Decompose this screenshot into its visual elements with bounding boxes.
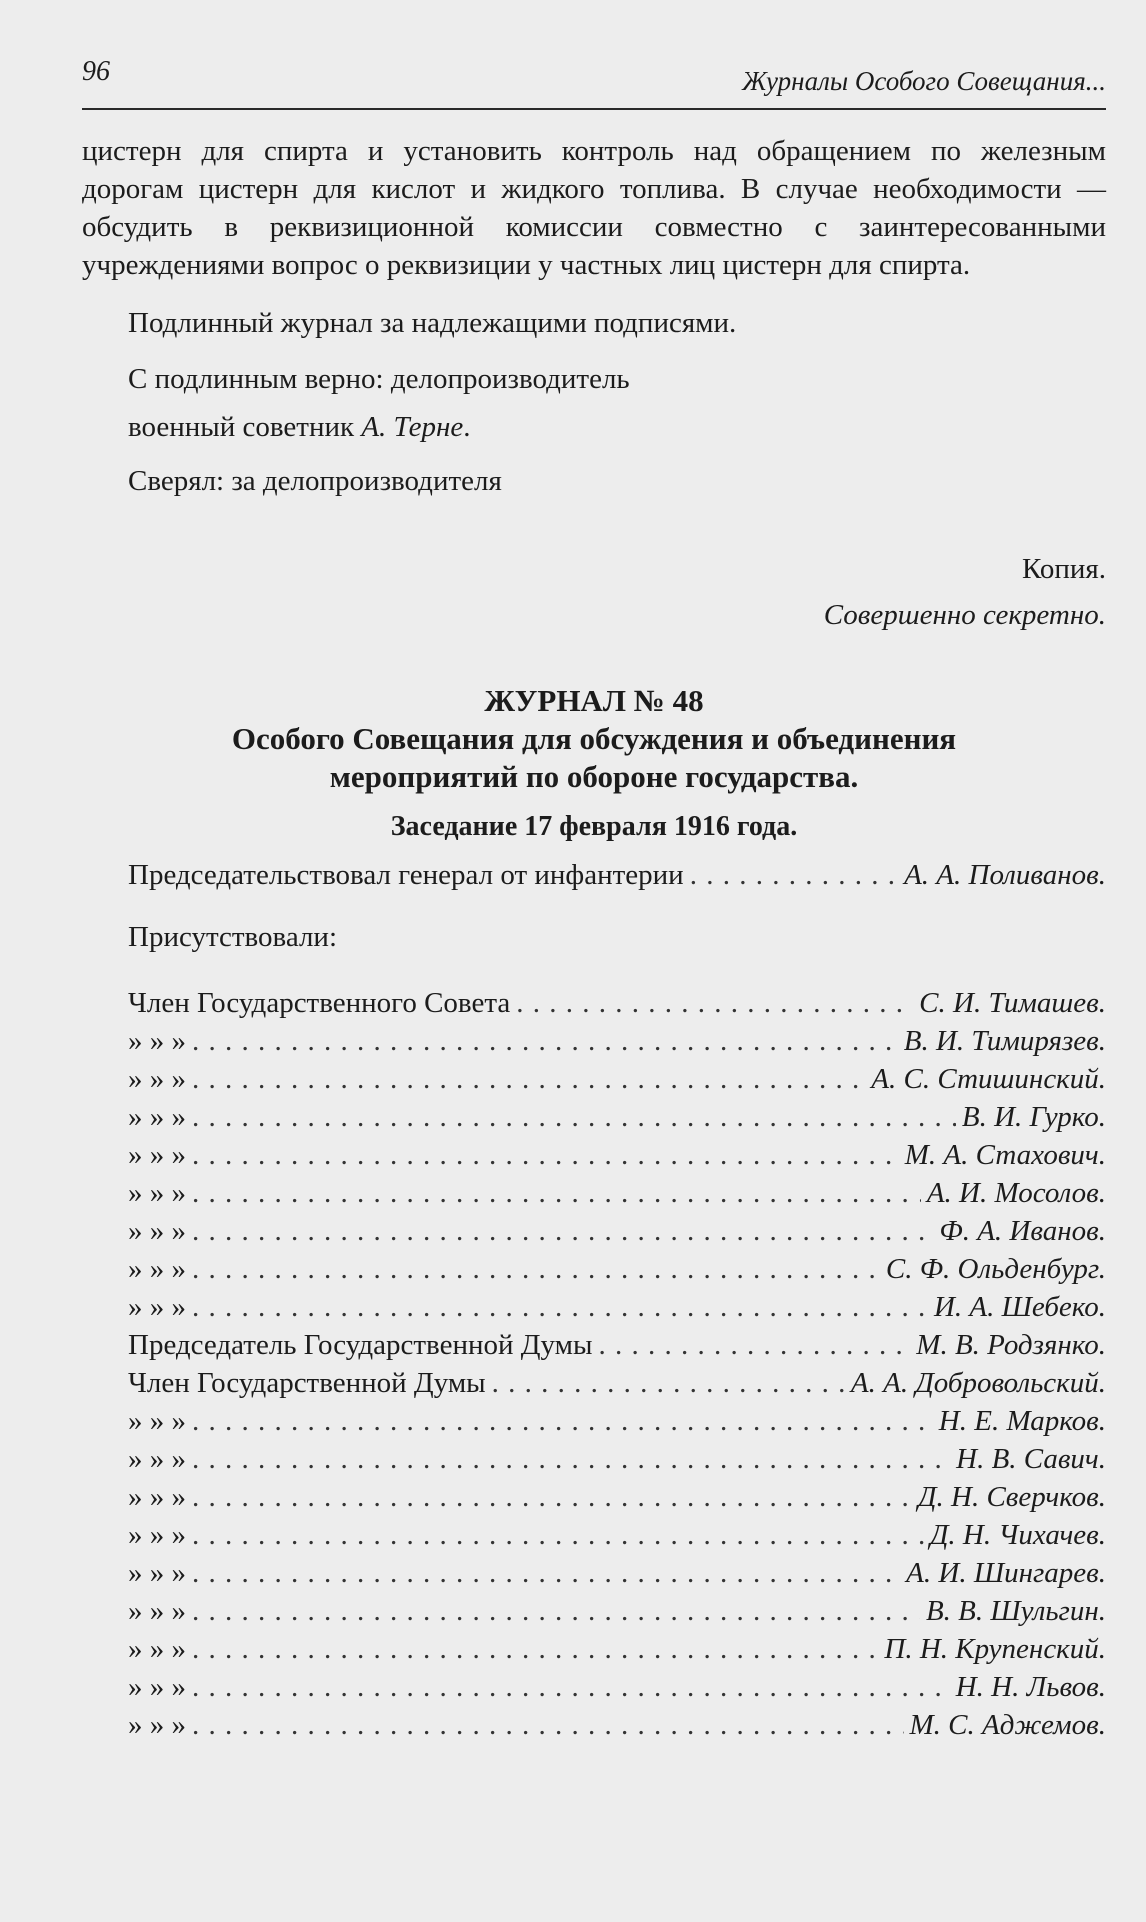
leader-dots [192,1288,928,1326]
ditto-marks: » » » [128,1481,186,1513]
leader-dots [192,1668,950,1706]
attendee-name: А. И. Мосолов. [926,1177,1106,1209]
secret-label: Совершенно секретно. [823,599,1106,631]
leader-dots [192,1098,956,1136]
attendee-row [82,1136,1106,1174]
leader-dots [192,1174,921,1212]
chair-row [82,856,1106,894]
attendee-name: Н. Н. Львов. [955,1671,1106,1703]
attendee-row [82,1402,1106,1440]
certified-line-2 [82,408,1106,446]
attendee-name: Д. Н. Чихачев. [929,1519,1106,1551]
chair-name: А. А. Поливанов. [904,859,1106,891]
attendee-name: А. А. Добровольский. [850,1367,1106,1399]
leader-dots [192,1554,900,1592]
attendee-name: Н. В. Савич. [956,1443,1106,1475]
attendee-row [82,1364,1106,1402]
attendee-list [82,984,1106,1744]
page-number: 96 [82,56,110,87]
attendee-name: В. И. Гурко. [961,1101,1106,1133]
leader-dots [192,1440,950,1478]
intro-line: обсудить в реквизиционной комиссии совместно с заинтересованными [82,211,1106,243]
ditto-marks: » » » [128,1595,186,1627]
attendee-row [82,1288,1106,1326]
certified-line-1: С подлинным верно: делопроизводитель [128,363,630,395]
leader-dots [192,1592,920,1630]
certified-suffix: . [463,411,471,443]
ditto-marks: » » » [128,1025,186,1057]
ditto-marks: » » » [128,1405,186,1437]
ditto-marks: » » » [128,1633,186,1665]
attendee-row [82,1060,1106,1098]
attendee-name: М. А. Стахович. [904,1139,1106,1171]
attendee-row [82,1592,1106,1630]
ditto-marks: » » » [128,1443,186,1475]
attendee-name: С. Ф. Ольденбург. [885,1253,1106,1285]
ditto-marks: » » » [128,1139,186,1171]
attendee-row [82,1668,1106,1706]
attendee-row [82,1174,1106,1212]
attendee-name: В. И. Тимирязев. [903,1025,1106,1057]
ditto-marks: » » » [128,1253,186,1285]
attendee-row [82,1098,1106,1136]
attendee-name: Н. Е. Марков. [938,1405,1106,1437]
copy-label: Копия. [1021,553,1106,585]
leader-dots [192,1402,933,1440]
attendee-name: П. Н. Крупенский. [884,1633,1106,1665]
ditto-marks: » » » [128,1709,186,1741]
ditto-marks: » » » [128,1519,186,1551]
certified-prefix: военный советник [128,411,362,443]
leader-dots [690,856,898,894]
leader-dots [192,1630,878,1668]
journal-subtitle-2: мероприятий по обороне государства. [329,759,859,794]
attendee-row [82,1516,1106,1554]
attendee-row [82,1554,1106,1592]
attendee-name: В. В. Шульгин. [925,1595,1106,1627]
attendee-row [82,1478,1106,1516]
leader-dots [192,1212,933,1250]
journal-subtitle-1: Особого Совещания для обсуждения и объединения [231,721,957,756]
attendee-name: М. С. Аджемов. [909,1709,1106,1741]
attendee-role: Член Государственной Думы [128,1367,486,1399]
ditto-marks: » » » [128,1671,186,1703]
intro-line: цистерн для спирта и установить контроль над обращением по железным [82,135,1106,167]
intro-paragraph [82,132,1106,284]
chair-label: Председательствовал генерал от инфантерии [128,859,684,891]
ditto-marks: » » » [128,1063,186,1095]
attendee-row [82,1250,1106,1288]
attendee-name: И. А. Шебеко. [933,1291,1106,1323]
page-header [82,52,1106,110]
leader-dots [192,1250,880,1288]
checked-line: Сверял: за делопроизводителя [128,465,502,497]
attendee-name: Д. Н. Сверчков. [918,1481,1106,1513]
intro-line: учреждениями вопрос о реквизиции у частных лиц цистерн для спирта. [82,249,971,281]
attendee-role: Член Государственного Совета [128,987,511,1019]
leader-dots [192,1706,904,1744]
attendee-row [82,1630,1106,1668]
session-date: Заседание 17 февраля 1916 года. [390,811,798,842]
attendee-row [82,1706,1106,1744]
attendee-row [82,1326,1106,1364]
ditto-marks: » » » [128,1557,186,1589]
leader-dots [192,1136,899,1174]
attendee-name: С. И. Тимашев. [919,987,1106,1019]
intro-line: дорогам цистерн для кислот и жидкого топлива. В случае необходимости — [82,173,1106,205]
leader-dots [192,1516,924,1554]
original-note: Подлинный журнал за надлежащими подписями. [128,307,737,339]
leader-dots [192,1060,865,1098]
leader-dots [492,1364,845,1402]
attendee-name: М. В. Родзянко. [916,1329,1106,1361]
attendee-row [82,1440,1106,1478]
leader-dots [192,1022,898,1060]
attendee-name: А. С. Стишинский. [871,1063,1106,1095]
running-head: Журналы Особого Совещания... [742,66,1106,96]
leader-dots [598,1326,910,1364]
ditto-marks: » » » [128,1291,186,1323]
ditto-marks: » » » [128,1177,186,1209]
attendee-name: А. И. Шингарев. [906,1557,1106,1589]
ditto-marks: » » » [128,1215,186,1247]
ditto-marks: » » » [128,1101,186,1133]
attendee-role: Председатель Государственной Думы [128,1329,593,1361]
attendee-name: Ф. А. Иванов. [939,1215,1106,1247]
attendee-row [82,984,1106,1022]
present-label: Присутствовали: [128,921,338,953]
leader-dots [516,984,913,1022]
secretary-name: А. Терне [361,411,464,443]
journal-title: ЖУРНАЛ № 48 [484,683,704,718]
attendee-row [82,1022,1106,1060]
leader-dots [192,1478,912,1516]
page-body [82,132,1106,1744]
attendee-row [82,1212,1106,1250]
